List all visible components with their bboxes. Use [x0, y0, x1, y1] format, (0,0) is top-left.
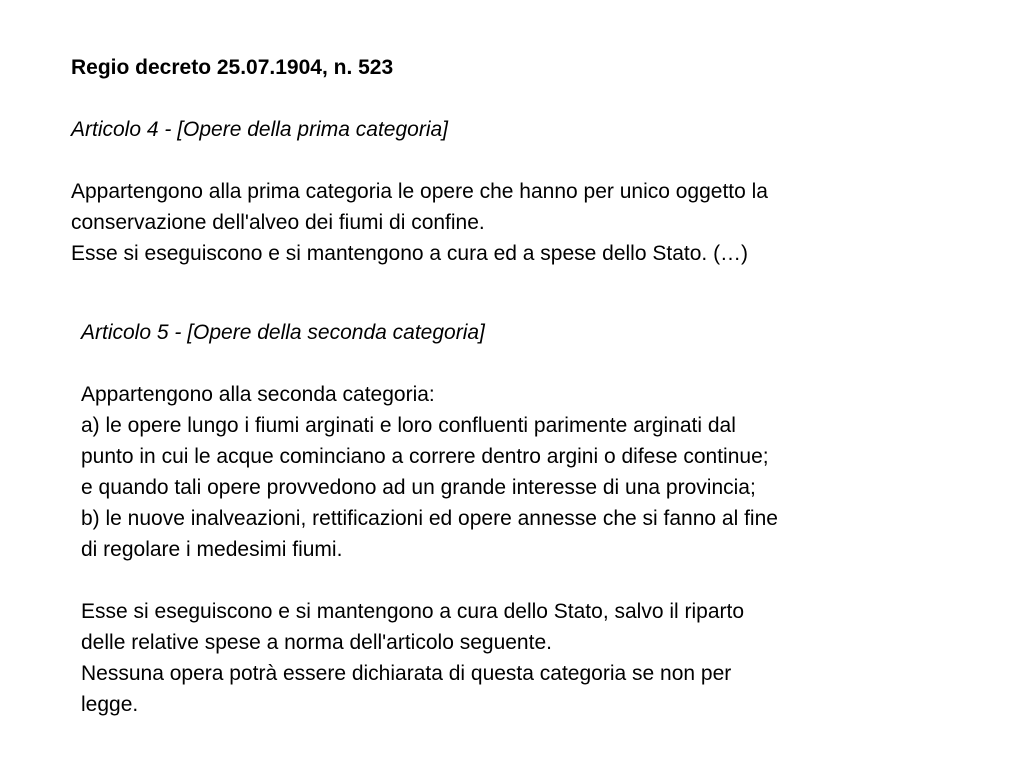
spacer	[71, 145, 971, 176]
article-4-line: Appartengono alla prima categoria le opere che hanno per unico oggetto la	[71, 180, 768, 203]
article-5-section	[81, 317, 981, 720]
document-title: Regio decreto 25.07.1904, n. 523	[71, 56, 394, 79]
spacer	[81, 565, 981, 596]
article-4-line: Esse si eseguiscono e si mantengono a cura ed a spese dello Stato. (…)	[71, 242, 749, 265]
article-5-line: a) le opere lungo i fiumi arginati e loro confluenti parimente arginati dal	[81, 414, 736, 437]
article-5-line: Esse si eseguiscono e si mantengono a cura dello Stato, salvo il riparto	[81, 600, 745, 623]
article-5-line: Appartengono alla seconda categoria:	[81, 383, 435, 406]
article-5-line: e quando tali opere provvedono ad un grande interesse di una provincia;	[81, 476, 756, 499]
article-4-section	[71, 52, 971, 269]
article-5-line: delle relative spese a norma dell'articolo seguente.	[81, 631, 552, 654]
article-5-line: punto in cui le acque cominciano a correre dentro argini o difese continue;	[81, 445, 769, 468]
spacer	[71, 83, 971, 114]
article-4-heading: Articolo 4 - [Opere della prima categoria]	[71, 118, 449, 141]
article-5-line: di regolare i medesimi fiumi.	[81, 538, 343, 561]
article-5-line: legge.	[81, 693, 139, 716]
article-4-line: conservazione dell'alveo dei fiumi di confine.	[71, 211, 485, 234]
article-5-heading: Articolo 5 - [Opere della seconda categoria]	[81, 321, 485, 344]
spacer	[81, 348, 981, 379]
article-5-line: Nessuna opera potrà essere dichiarata di questa categoria se non per	[81, 662, 732, 685]
article-5-line: b) le nuove inalveazioni, rettificazioni ed opere annesse che si fanno al fine	[81, 507, 778, 530]
